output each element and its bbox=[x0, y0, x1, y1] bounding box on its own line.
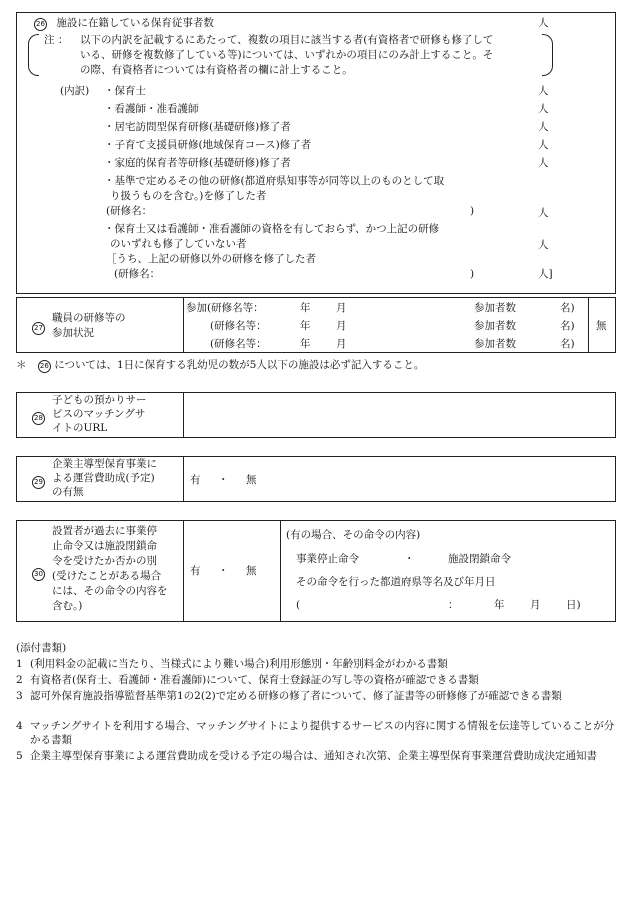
unit-label: 人 bbox=[538, 103, 549, 115]
note-line-3: の際、有資格者については有資格者の欄に計上すること。 bbox=[80, 64, 353, 76]
order-type-separator: ・ bbox=[404, 553, 415, 565]
sec28-label-2: ビスのマッチングサ bbox=[52, 408, 146, 420]
sec29-number bbox=[32, 474, 45, 489]
training-row-3-year: 年 bbox=[300, 338, 311, 350]
attachment-2-text: 有資格者(保育士、看護師・准看護師)について、保育士登録証の写し等の資格が確認できる書類 bbox=[30, 674, 479, 686]
sec27-label-2: 参加状況 bbox=[52, 327, 94, 339]
item-home-daycare-training: ・家庭的保育者等研修(基礎研修)修了者 bbox=[104, 157, 291, 169]
sec30-number bbox=[32, 566, 45, 581]
order-authority-label: その命令を行った都道府県等名及び年月日 bbox=[296, 576, 496, 588]
item-nurse: ・看護師・准看護師 bbox=[104, 103, 199, 115]
training-row-1-prefix: 参加(研修名等： bbox=[186, 302, 264, 314]
attachment-3-num: 3 bbox=[16, 690, 23, 702]
attachment-2-num: 2 bbox=[16, 674, 23, 686]
attachment-5-text: 企業主導型保育事業による運営費助成を受ける予定の場合は、通知され次第、企業主導型保育事業運営費助成決定通知書 bbox=[30, 750, 597, 762]
order-business-suspension[interactable]: 事業停止命令 bbox=[296, 553, 359, 565]
attachment-4-num: 4 bbox=[16, 720, 23, 732]
order-date-open: ( bbox=[296, 599, 301, 611]
sec30-label-5: には、その命令の内容を bbox=[52, 585, 168, 597]
sec27-number bbox=[32, 320, 45, 335]
item-number-28: 28 bbox=[32, 412, 45, 425]
sec30-label-1: 設置者が過去に事業停 bbox=[52, 525, 157, 537]
attachment-4-text: マッチングサイトを利用する場合、マッチングサイトにより提供するサービスの内容に関する情報を伝達等していることが分かる書類 bbox=[30, 720, 615, 747]
training-row-2-prefix: (研修名等： bbox=[210, 320, 267, 332]
training-row-3-count: 参加者数 bbox=[474, 338, 516, 350]
sec30-label-4: (受けたことがある場合 bbox=[52, 570, 162, 582]
item-support-training: ・子育て支援員研修(地域保育コース)修了者 bbox=[104, 139, 312, 151]
order-detail-title: (有の場合、その命令の内容) bbox=[286, 529, 421, 541]
training-row-1-unit: 名) bbox=[560, 302, 575, 314]
sec29-label-1: 企業主導型保育事業に bbox=[52, 458, 157, 470]
attachment-1-text: (利用料金の記載に当たり、当様式により難い場合)利用形態別・年齢別料金がわかる書類 bbox=[30, 658, 448, 670]
note-line-2: いる、研修を複数修了している等)については、いずれかの項目にのみ計上すること。そ bbox=[80, 49, 494, 61]
order-date-year: 年 bbox=[494, 599, 505, 611]
training-row-3-month: 月 bbox=[336, 338, 347, 350]
item-other-training-line2: り扱うものを含む。)を修了した者 bbox=[110, 190, 267, 202]
item-other-training-line1: ・基準で定めるその他の研修(都道府県知事等が同等以上のものとして取 bbox=[104, 175, 445, 187]
subsidy-no-option[interactable]: 無 bbox=[246, 474, 257, 486]
order-no-option[interactable]: 無 bbox=[246, 565, 257, 577]
order-date-day: 日) bbox=[566, 599, 581, 611]
sec30-label-3: 令を受けたか否かの別 bbox=[52, 555, 157, 567]
sec29-label-2: よる運営費助成(予定) bbox=[52, 472, 155, 484]
sec30-label-6: 含む。) bbox=[52, 600, 83, 612]
other-training-name: (研修名： bbox=[106, 205, 153, 217]
subsidy-separator: ・ bbox=[218, 474, 229, 486]
attachment-1-num: 1 bbox=[16, 658, 23, 670]
training-row-2-unit: 名) bbox=[560, 320, 575, 332]
order-date-month: 月 bbox=[530, 599, 541, 611]
order-yes-option[interactable]: 有 bbox=[190, 565, 201, 577]
footnote-number: 26 bbox=[38, 360, 51, 373]
attachment-5-num: 5 bbox=[16, 750, 23, 762]
note-bracket-right bbox=[542, 34, 553, 76]
sec26-title: 施設に在籍している保育従事者数 bbox=[56, 17, 214, 29]
training-row-2-month: 月 bbox=[336, 320, 347, 332]
footnote bbox=[16, 358, 424, 373]
note-prefix: 注 ： bbox=[44, 34, 69, 46]
attachment-3-text: 認可外保育施設指導監督基準第1の2(2)で定める研修の修了者について、修了証書等の研修修了が確認できる書類 bbox=[30, 690, 562, 702]
unit-label: 人 bbox=[538, 85, 549, 97]
unqualified-unit: 人] bbox=[538, 268, 553, 280]
training-row-2-count: 参加者数 bbox=[474, 320, 516, 332]
training-row-1-month: 月 bbox=[336, 302, 347, 314]
item-number-30: 30 bbox=[32, 568, 45, 581]
breakdown-label: (内訳) bbox=[60, 85, 90, 97]
order-separator: ・ bbox=[218, 565, 229, 577]
sec30-label-2: 止命令又は施設閉鎖命 bbox=[52, 540, 157, 552]
unit-label: 人 bbox=[538, 157, 549, 169]
item-number-29: 29 bbox=[32, 476, 45, 489]
training-row-1-year: 年 bbox=[300, 302, 311, 314]
sec26-title-row bbox=[34, 16, 214, 31]
training-row-3-unit: 名) bbox=[560, 338, 575, 350]
item-number-27: 27 bbox=[32, 322, 45, 335]
footnote-mark: ＊ bbox=[16, 359, 27, 371]
sec27-label-1: 職員の研修等の bbox=[52, 312, 126, 324]
subsidy-yes-option[interactable]: 有 bbox=[190, 474, 201, 486]
sec28-number bbox=[32, 410, 45, 425]
unit-label: 人 bbox=[538, 139, 549, 151]
sec28-label-1: 子どもの預かりサー bbox=[52, 394, 147, 406]
sec29-label-3: の有無 bbox=[52, 486, 84, 498]
other-training-close: ) bbox=[470, 205, 475, 217]
training-none-option: 無 bbox=[596, 320, 607, 332]
order-facility-closure[interactable]: 施設閉鎖命令 bbox=[448, 553, 511, 565]
sec28-label-3: イトのURL bbox=[52, 422, 108, 434]
unqualified-sub: ［うち、上記の研修以外の研修を修了した者 bbox=[106, 253, 316, 265]
attachments-title: (添付書類) bbox=[16, 642, 67, 654]
item-unqualified-line2: のいずれも修了していない者 bbox=[110, 238, 247, 250]
unqualified-training-name: (研修名： bbox=[114, 268, 161, 280]
note-bracket-left bbox=[28, 34, 39, 76]
unit-label: 人 bbox=[538, 207, 549, 219]
item-home-visit-training: ・居宅訪問型保育研修(基礎研修)修了者 bbox=[104, 121, 291, 133]
unit-label: 人 bbox=[538, 121, 549, 133]
training-row-2-year: 年 bbox=[300, 320, 311, 332]
unit-label: 人 bbox=[538, 17, 549, 29]
training-row-3-prefix: (研修名等： bbox=[210, 338, 267, 350]
item-number-26: 26 bbox=[34, 18, 47, 31]
matching-site-url-field[interactable] bbox=[186, 394, 614, 436]
item-unqualified-line1: ・保育士又は看護師・准看護師の資格を有しておらず、かつ上記の研修 bbox=[104, 223, 440, 235]
unit-label: 人 bbox=[538, 239, 549, 251]
note-line-1: 以下の内訳を記載するにあたって、複数の項目に該当する者(有資格者で研修も修了して bbox=[80, 34, 494, 46]
item-qualified-childcare: ・保育士 bbox=[104, 85, 146, 97]
footnote-text: については、1日に保育する乳幼児の数が5人以下の施設は必ず記入すること。 bbox=[54, 359, 425, 371]
order-date-colon: ： bbox=[448, 599, 459, 611]
training-row-1-count: 参加者数 bbox=[474, 302, 516, 314]
unqualified-training-close: ) bbox=[470, 268, 475, 280]
